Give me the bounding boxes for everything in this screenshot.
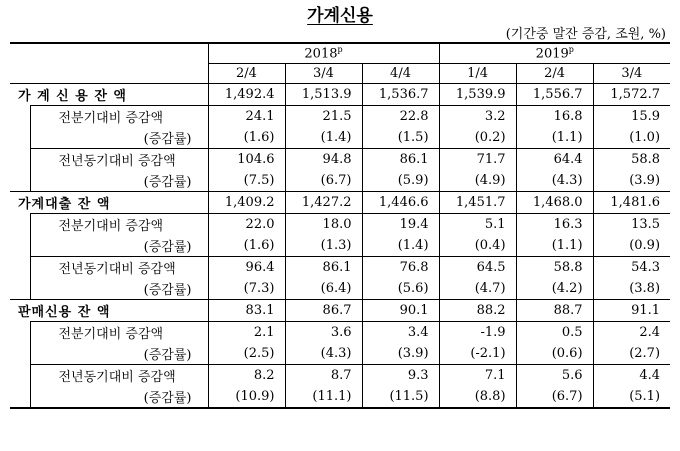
- value-cell: 64.4: [516, 149, 593, 171]
- rate-row: [10, 127, 670, 149]
- value-cell: (2.7): [593, 343, 670, 365]
- year-label: 2019: [535, 46, 569, 62]
- value-cell: (2.5): [208, 343, 285, 365]
- value-cell: 8.2: [208, 365, 285, 387]
- value-cell: -1.9: [439, 322, 516, 344]
- value-cell: (4.2): [516, 278, 593, 300]
- value-cell: 76.8: [362, 257, 439, 279]
- value-cell: 13.5: [593, 214, 670, 236]
- value-cell: (1.0): [593, 127, 670, 149]
- value-cell: (1.1): [516, 235, 593, 257]
- rate-row: [10, 170, 670, 192]
- value-cell: 2.4: [593, 322, 670, 344]
- change-label: 전분기대비 증감액: [30, 322, 208, 344]
- value-cell: (0.9): [593, 235, 670, 257]
- rate-row: [10, 386, 670, 408]
- quarter-header-cell: 3/4: [593, 64, 670, 84]
- change-label: 전년동기대비 증감액: [30, 149, 208, 171]
- value-cell: (0.6): [516, 343, 593, 365]
- section-label: 판매신용 잔 액: [10, 300, 208, 322]
- rate-label: (증감률): [30, 235, 208, 257]
- value-cell: (6.4): [285, 278, 362, 300]
- rate-row: [10, 278, 670, 300]
- value-cell: 3.6: [285, 322, 362, 344]
- table-body: [10, 84, 670, 409]
- change-label: 전년동기대비 증감액: [30, 365, 208, 387]
- value-cell: (0.2): [439, 127, 516, 149]
- header-corner-cell: [10, 43, 208, 84]
- value-cell: 19.4: [362, 214, 439, 236]
- year-header-2018: [208, 43, 439, 64]
- indent-cell: [10, 322, 30, 344]
- value-cell: 1,446.6: [362, 192, 439, 214]
- value-cell: (6.7): [516, 386, 593, 408]
- value-cell: 22.8: [362, 106, 439, 128]
- value-cell: (1.4): [285, 127, 362, 149]
- value-cell: 7.1: [439, 365, 516, 387]
- value-cell: 24.1: [208, 106, 285, 128]
- value-cell: (-2.1): [439, 343, 516, 365]
- section-total-row: [10, 192, 670, 214]
- change-label: 전년동기대비 증감액: [30, 257, 208, 279]
- value-cell: (3.9): [593, 170, 670, 192]
- value-cell: (11.5): [362, 386, 439, 408]
- value-cell: 3.2: [439, 106, 516, 128]
- household-credit-table: [10, 42, 670, 409]
- indent-cell: [10, 278, 30, 300]
- change-row: [10, 322, 670, 344]
- value-cell: (4.7): [439, 278, 516, 300]
- value-cell: 1,492.4: [208, 84, 285, 106]
- value-cell: 86.7: [285, 300, 362, 322]
- quarter-header-cell: 3/4: [285, 64, 362, 84]
- value-cell: (5.9): [362, 170, 439, 192]
- quarter-header-cell: 1/4: [439, 64, 516, 84]
- year-label: 2018: [304, 46, 338, 62]
- value-cell: 1,513.9: [285, 84, 362, 106]
- value-cell: (5.6): [362, 278, 439, 300]
- value-cell: (11.1): [285, 386, 362, 408]
- rate-label: (증감률): [30, 386, 208, 408]
- value-cell: 1,451.7: [439, 192, 516, 214]
- indent-cell: [10, 106, 30, 128]
- value-cell: (7.3): [208, 278, 285, 300]
- section-label: 가 계 신 용 잔 액: [10, 84, 208, 106]
- year-header-row: [10, 43, 670, 64]
- value-cell: (1.6): [208, 127, 285, 149]
- change-label: 전분기대비 증감액: [30, 106, 208, 128]
- section-label: 가계대출 잔 액: [10, 192, 208, 214]
- value-cell: 83.1: [208, 300, 285, 322]
- value-cell: 2.1: [208, 322, 285, 344]
- value-cell: (1.5): [362, 127, 439, 149]
- value-cell: 58.8: [593, 149, 670, 171]
- value-cell: 8.7: [285, 365, 362, 387]
- value-cell: 1,539.9: [439, 84, 516, 106]
- value-cell: 104.6: [208, 149, 285, 171]
- change-row: [10, 257, 670, 279]
- value-cell: 58.8: [516, 257, 593, 279]
- value-cell: 16.3: [516, 214, 593, 236]
- value-cell: 96.4: [208, 257, 285, 279]
- indent-cell: [10, 257, 30, 279]
- value-cell: (8.8): [439, 386, 516, 408]
- value-cell: 88.2: [439, 300, 516, 322]
- value-cell: 18.0: [285, 214, 362, 236]
- rate-label: (증감률): [30, 170, 208, 192]
- year-header-2019: [439, 43, 670, 64]
- title-text: 가계신용: [307, 6, 373, 26]
- value-cell: 91.1: [593, 300, 670, 322]
- value-cell: (1.3): [285, 235, 362, 257]
- value-cell: 16.8: [516, 106, 593, 128]
- change-row: [10, 365, 670, 387]
- value-cell: (6.7): [285, 170, 362, 192]
- value-cell: 86.1: [362, 149, 439, 171]
- indent-cell: [10, 386, 30, 408]
- value-cell: (3.8): [593, 278, 670, 300]
- value-cell: (4.3): [285, 343, 362, 365]
- rate-row: [10, 343, 670, 365]
- value-cell: (3.9): [362, 343, 439, 365]
- value-cell: 1,556.7: [516, 84, 593, 106]
- value-cell: (4.9): [439, 170, 516, 192]
- value-cell: 22.0: [208, 214, 285, 236]
- section-total-row: [10, 84, 670, 106]
- value-cell: 5.1: [439, 214, 516, 236]
- indent-cell: [10, 149, 30, 171]
- rate-label: (증감률): [30, 278, 208, 300]
- year-sup: p: [568, 45, 574, 55]
- value-cell: 1,481.6: [593, 192, 670, 214]
- value-cell: 1,427.2: [285, 192, 362, 214]
- indent-cell: [10, 170, 30, 192]
- value-cell: (4.3): [516, 170, 593, 192]
- value-cell: (1.1): [516, 127, 593, 149]
- change-row: [10, 106, 670, 128]
- value-cell: 71.7: [439, 149, 516, 171]
- rate-label: (증감률): [30, 343, 208, 365]
- change-row: [10, 214, 670, 236]
- value-cell: 9.3: [362, 365, 439, 387]
- value-cell: 21.5: [285, 106, 362, 128]
- value-cell: 1,572.7: [593, 84, 670, 106]
- indent-cell: [10, 343, 30, 365]
- indent-cell: [10, 365, 30, 387]
- quarter-header-cell: 4/4: [362, 64, 439, 84]
- value-cell: 54.3: [593, 257, 670, 279]
- rate-label: (증감률): [30, 127, 208, 149]
- unit-note: (기간중 말잔 증감, 조원, %): [505, 27, 666, 42]
- change-label: 전분기대비 증감액: [30, 214, 208, 236]
- change-row: [10, 149, 670, 171]
- indent-cell: [10, 127, 30, 149]
- value-cell: (1.6): [208, 235, 285, 257]
- value-cell: (0.4): [439, 235, 516, 257]
- value-cell: (5.1): [593, 386, 670, 408]
- indent-cell: [10, 214, 30, 236]
- value-cell: 1,409.2: [208, 192, 285, 214]
- value-cell: 1,468.0: [516, 192, 593, 214]
- rate-row: [10, 235, 670, 257]
- value-cell: 5.6: [516, 365, 593, 387]
- year-sup: p: [337, 45, 343, 55]
- value-cell: 15.9: [593, 106, 670, 128]
- value-cell: 88.7: [516, 300, 593, 322]
- indent-cell: [10, 235, 30, 257]
- value-cell: 3.4: [362, 322, 439, 344]
- value-cell: 0.5: [516, 322, 593, 344]
- value-cell: 1,536.7: [362, 84, 439, 106]
- section-total-row: [10, 300, 670, 322]
- value-cell: (1.4): [362, 235, 439, 257]
- value-cell: (7.5): [208, 170, 285, 192]
- value-cell: 90.1: [362, 300, 439, 322]
- value-cell: (10.9): [208, 386, 285, 408]
- value-cell: 4.4: [593, 365, 670, 387]
- value-cell: 86.1: [285, 257, 362, 279]
- quarter-header-cell: 2/4: [516, 64, 593, 84]
- value-cell: 94.8: [285, 149, 362, 171]
- quarter-header-cell: 2/4: [208, 64, 285, 84]
- value-cell: 64.5: [439, 257, 516, 279]
